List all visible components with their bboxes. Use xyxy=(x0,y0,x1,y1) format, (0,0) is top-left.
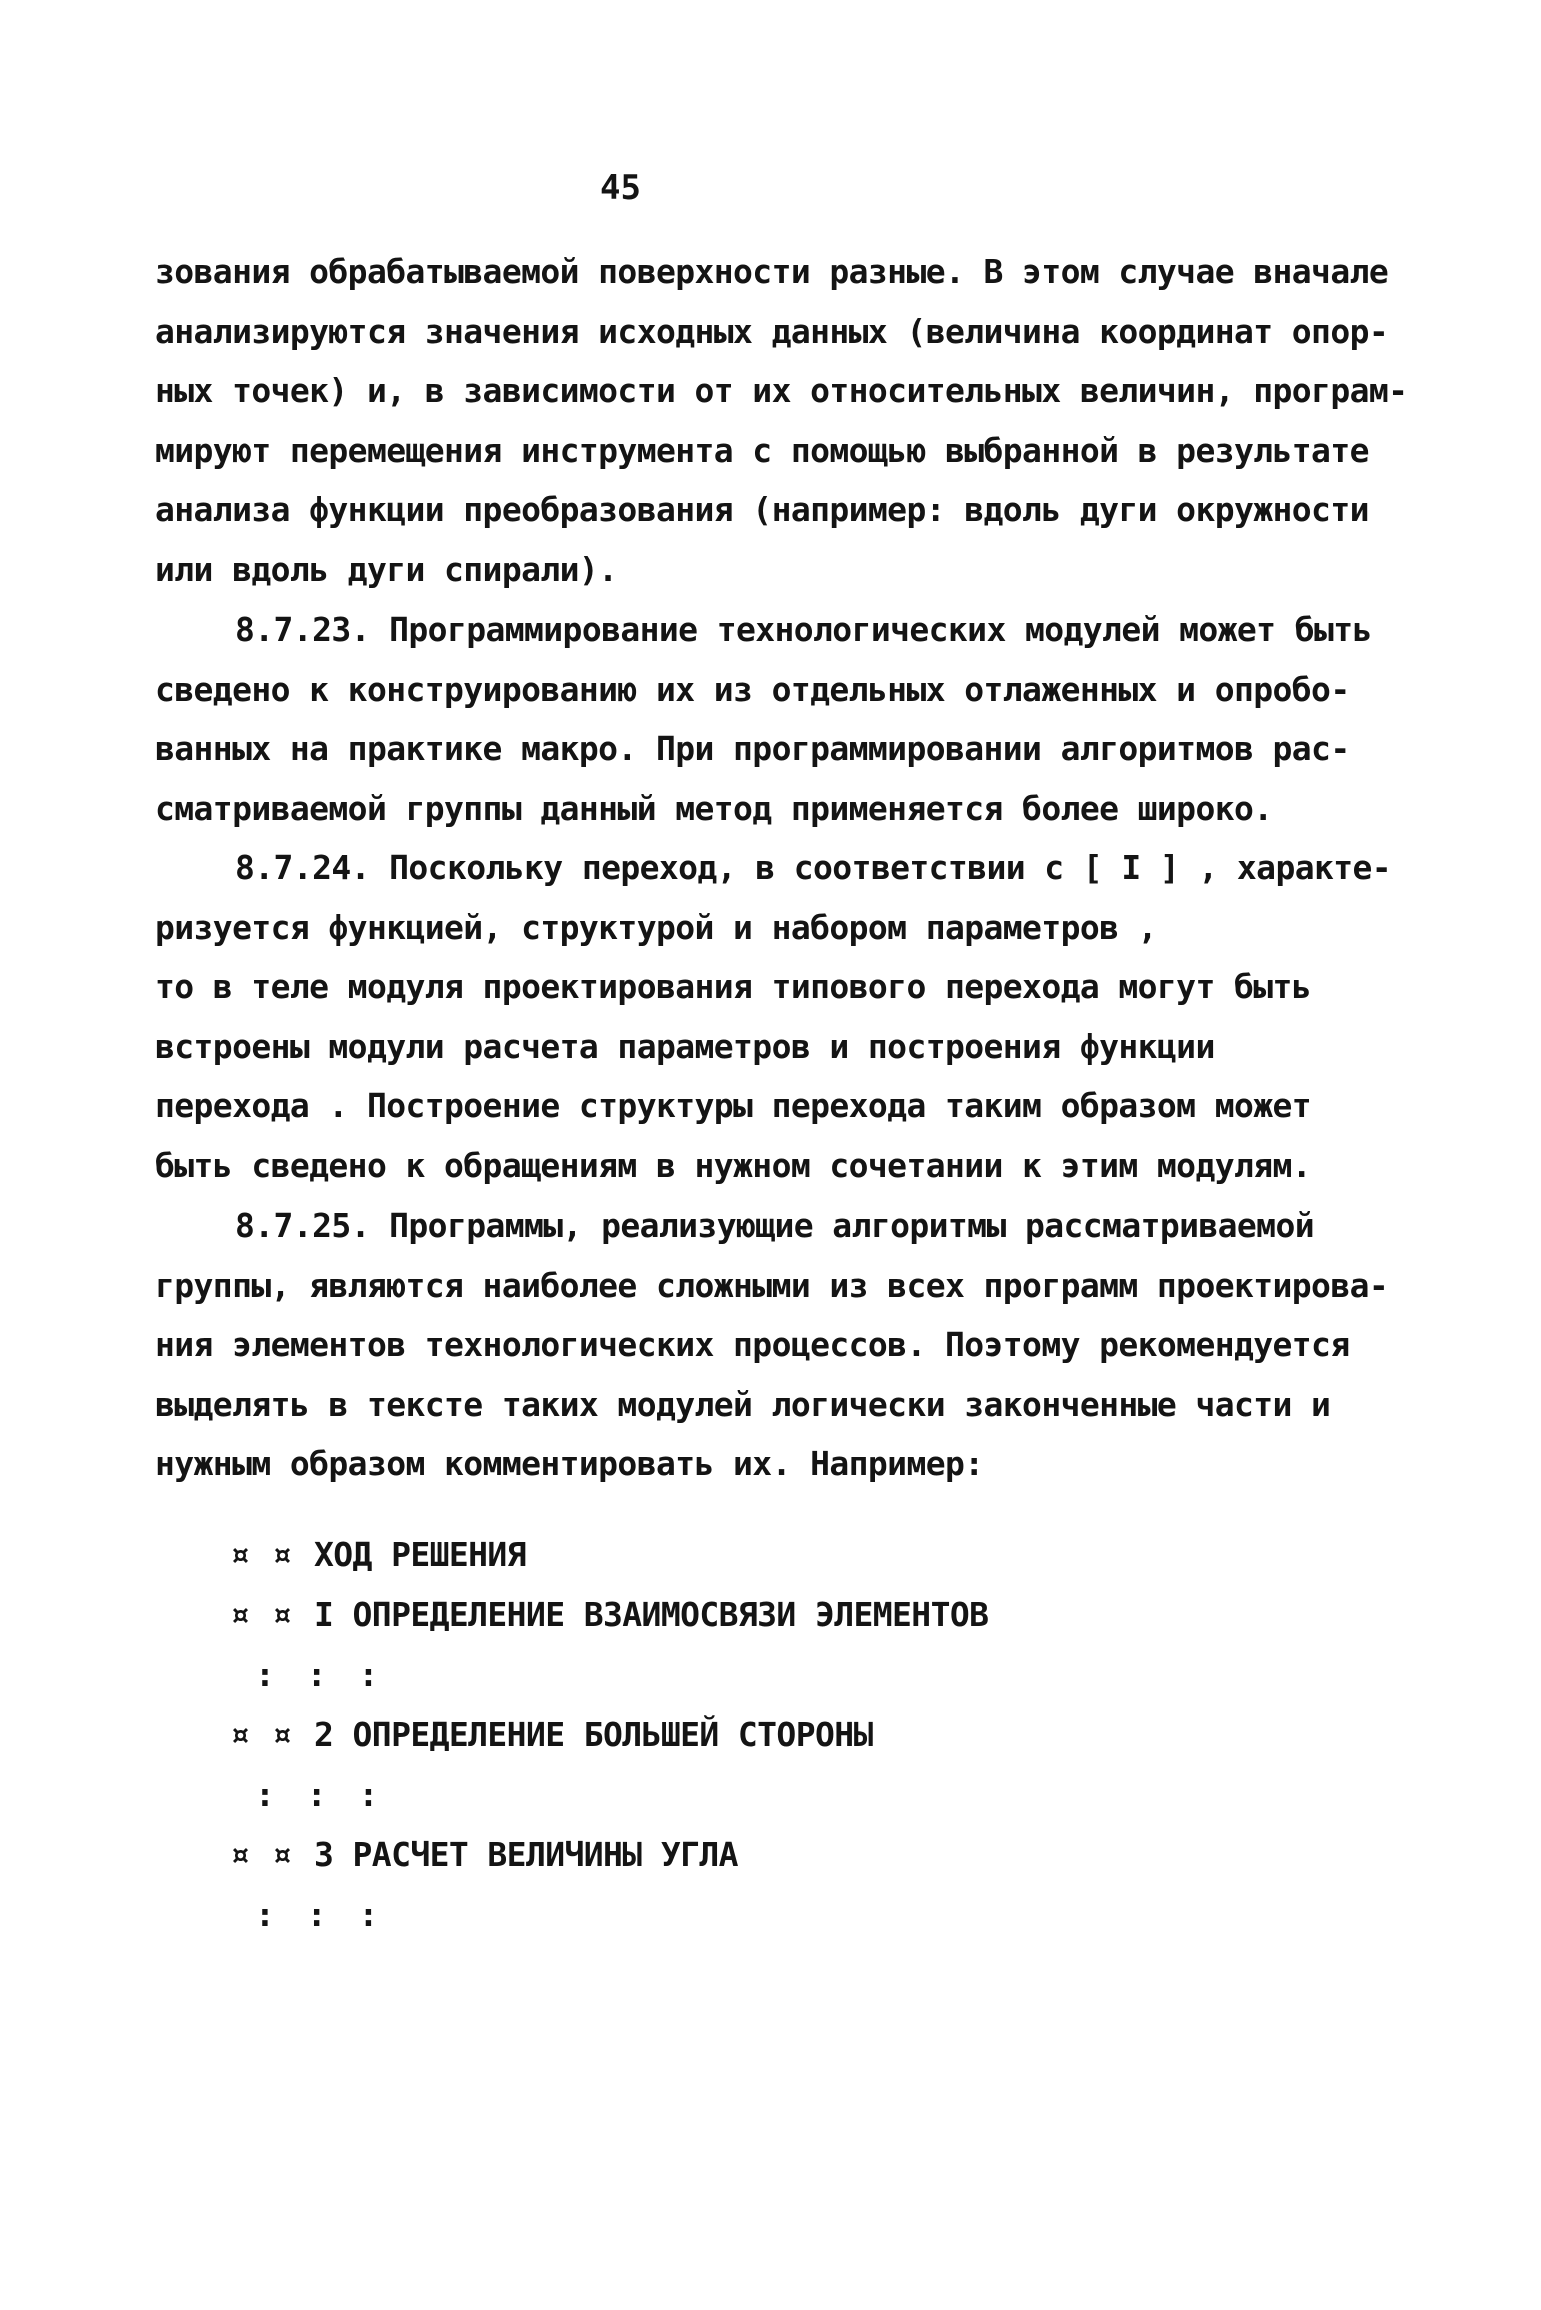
text-line: сведено к конструированию их из отдельных отлаженных и опробо- xyxy=(155,669,1350,709)
listing-row-text: ХОД РЕШЕНИЯ xyxy=(314,1535,526,1574)
text-line: или вдоль дуги спирали). xyxy=(155,549,618,589)
text-line: ванных на практике макро. При программировании алгоритмов рас- xyxy=(155,729,1350,768)
code-listing xyxy=(230,1525,1130,1945)
paragraph-8-7-25 xyxy=(155,1196,1389,1494)
text-line: ризуется функцией, структурой и набором параметров , xyxy=(155,907,1157,947)
text-line: ных точек) и, в зависимости от их относительных величин, програм- xyxy=(155,371,1408,410)
text-line: перехода . Построение структуры перехода таким образом может xyxy=(155,1086,1312,1125)
text-line: выделять в тексте таких модулей логически законченные части и xyxy=(155,1384,1331,1424)
text-line: нужным образом комментировать их. Например: xyxy=(155,1444,984,1483)
comment-mark-icon: ¤ xyxy=(230,1535,250,1574)
comment-mark-icon: ¤ xyxy=(272,1535,292,1574)
text-line: группы, являются наиболее сложными из всех программ проектирова- xyxy=(155,1265,1389,1305)
paragraph-continuation xyxy=(155,242,1408,599)
comment-mark-icon: ¤ xyxy=(230,1595,250,1634)
text-line: 8.7.25. Программы, реализующие алгоритмы рассматриваемой xyxy=(235,1206,1314,1245)
listing-ellipsis: : : : xyxy=(255,1775,385,1814)
page-number: 45 xyxy=(600,168,641,208)
listing-row-text: 3 РАСЧЕТ ВЕЛИЧИНЫ УГЛА xyxy=(314,1835,738,1874)
listing-row xyxy=(230,1825,1130,1885)
paragraph-8-7-23 xyxy=(155,600,1372,838)
comment-mark-icon: ¤ xyxy=(230,1835,250,1874)
text-line: то в теле модуля проектирования типового перехода могут быть xyxy=(155,967,1312,1006)
listing-row xyxy=(230,1585,1130,1645)
listing-row xyxy=(230,1705,1130,1765)
listing-ellipsis: : : : xyxy=(255,1655,385,1694)
text-line: ния элементов технологических процессов. Поэтому рекомендуется xyxy=(155,1325,1350,1364)
listing-row xyxy=(230,1525,1130,1585)
text-line: анализируются значения исходных данных (величина координат опор- xyxy=(155,311,1389,351)
comment-mark-icon: ¤ xyxy=(272,1595,292,1634)
comment-mark-icon: ¤ xyxy=(272,1715,292,1754)
text-line: сматриваемой группы данный метод применяется более широко. xyxy=(155,788,1273,828)
text-line: мируют перемещения инструмента с помощью выбранной в результате xyxy=(155,430,1369,470)
listing-ellipsis: : : : xyxy=(255,1895,385,1934)
text-line: 8.7.24. Поскольку переход, в соответствии с [ I ] , характе- xyxy=(235,848,1392,887)
comment-mark-icon: ¤ xyxy=(230,1715,250,1754)
text-line: анализа функции преобразования (например: вдоль дуги окружности xyxy=(155,490,1369,529)
text-line: 8.7.23. Программирование технологических модулей может быть xyxy=(235,610,1372,649)
text-line: встроены модули расчета параметров и построения функции xyxy=(155,1026,1215,1066)
comment-mark-icon: ¤ xyxy=(272,1835,292,1874)
paragraph-8-7-24 xyxy=(155,838,1392,1195)
text-line: зования обрабатываемой поверхности разные. В этом случае вначале xyxy=(155,252,1389,291)
text-line: быть сведено к обращениям в нужном сочетании к этим модулям. xyxy=(155,1145,1312,1185)
listing-row-text: 2 ОПРЕДЕЛЕНИЕ БОЛЬШЕЙ СТОРОНЫ xyxy=(314,1715,873,1754)
listing-row-text: I ОПРЕДЕЛЕНИЕ ВЗАИМОСВЯЗИ ЭЛЕМЕНТОВ xyxy=(314,1595,989,1634)
